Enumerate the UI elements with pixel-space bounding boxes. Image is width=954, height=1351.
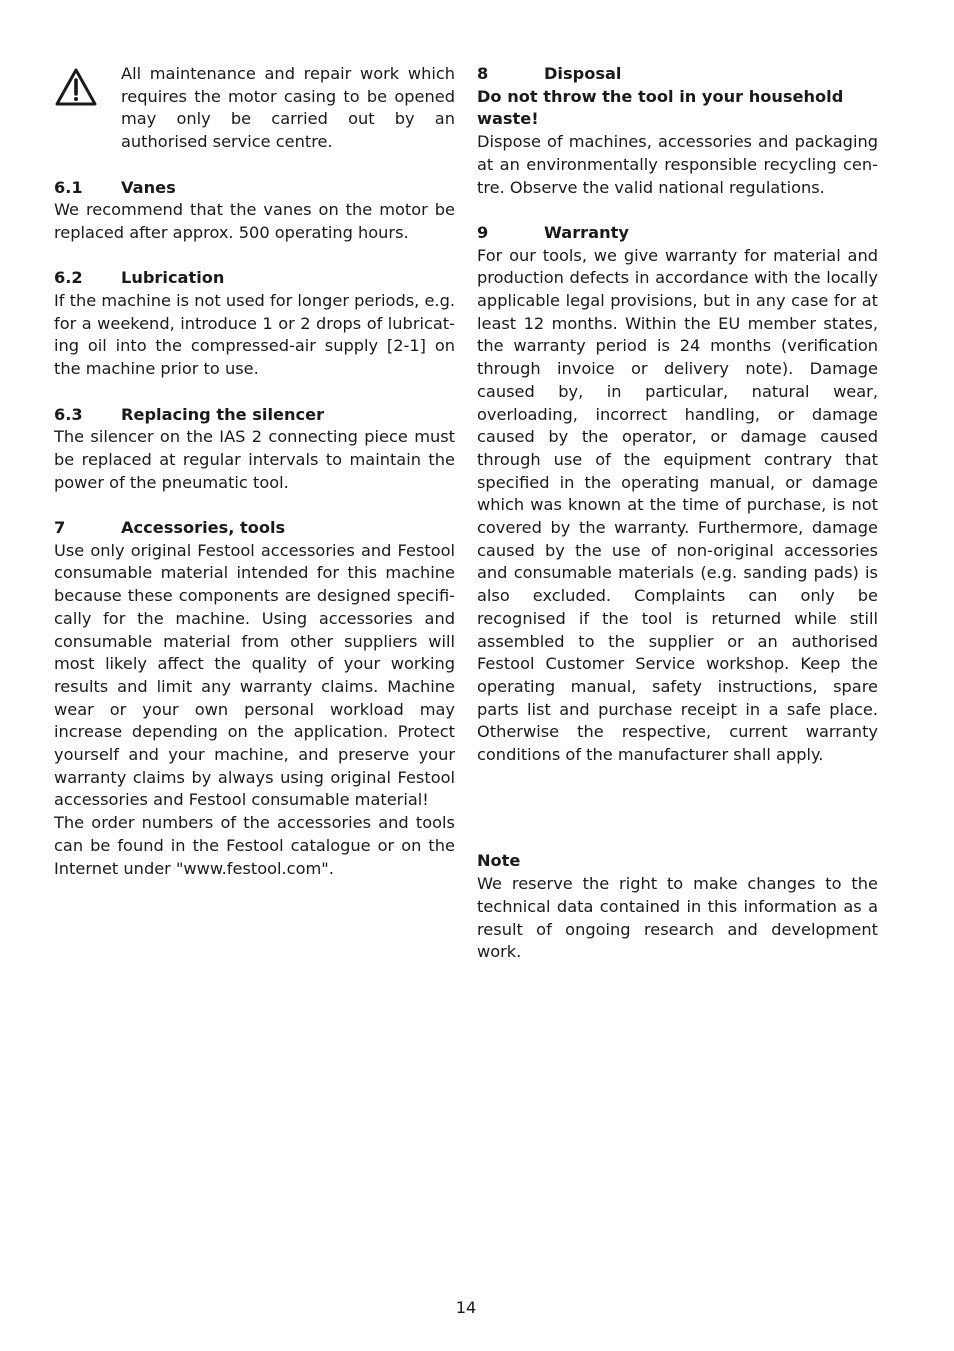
section-title: Vanes — [121, 177, 176, 197]
section-heading — [54, 177, 455, 200]
section-number: 6.3 — [54, 404, 83, 424]
section-9 — [477, 222, 878, 767]
section-heading — [54, 267, 455, 290]
section-body: For our tools, we give warranty for material and production defects in accordance with the locally applicable legal provisions, but in any case for at least 12 months. Within the EU member states, the warranty period is 24 months (verification through invoice or delivery note). Damage caused by, in particular, natural wear, overloading, incorrect handling, or damage caused by the operator, or damage caused through use of the equipment contrary that specified in the operating manual, or damage which was known at the time of purchase, is not covered by the warranty. Furthermore, damage caused by the use of non-original accessories and consumable materials (e.g. sanding pads) is also excluded. Complaints can only be recognised if the tool is returned while still assembled to the supplier or an authorised Festool Customer Service workshop. Keep the operating manual, safety instructions, spare parts list and purchase receipt in a safe place. Otherwise the respective, current warranty conditions of the manufacturer shall apply. — [477, 245, 878, 765]
left-column — [54, 63, 455, 903]
note-body: We reserve the right to make changes to the technical data contained in this information as a result of ongoing research and development work. — [477, 874, 878, 962]
section-title: Warranty — [544, 222, 629, 242]
section-heading — [54, 404, 455, 427]
note-section — [477, 850, 878, 964]
section-body: Use only original Festool accessories and Festool consumable material intended for this machine because these components are designed specifically for the machine. Using accessories and consumable material from other suppliers will most likely affect the quality of your working results and limit any warranty claims. Machine wear or your own personal workload may increase depending on the application. Protect yourself and your machine, and preserve your warranty claims by always using original Festool accessories and Festool consumable material! — [54, 540, 455, 810]
section-body: If the machine is not used for longer periods, e.g. for a weekend, introduce 1 or 2 drops of lubricating oil into the compressed-air supply [2-1] on the machine prior to use. — [54, 291, 455, 379]
disposal-warning: Do not throw the tool in your household waste! — [477, 86, 844, 129]
section-6-3 — [54, 404, 455, 495]
section-7 — [54, 517, 455, 880]
section-number: 9 — [477, 222, 489, 242]
section-number: 6.2 — [54, 268, 83, 288]
section-number: 6.1 — [54, 177, 83, 197]
section-title: Disposal — [544, 64, 622, 83]
page-number: 14 — [455, 1298, 477, 1317]
section-number: 7 — [54, 518, 66, 537]
section-body: Dispose of machines, accessories and packaging at an environmentally responsible recycling centre. Observe the valid national regulations. — [477, 132, 878, 197]
section-6-1 — [54, 177, 455, 245]
section-number: 8 — [477, 64, 489, 83]
section-title: Accessories, tools — [121, 518, 286, 537]
warning-triangle-icon — [54, 63, 121, 114]
section-body: The order numbers of the accessories and tools can be found in the Festool catalogue or on the Internet under "www.festool.com". — [54, 813, 455, 878]
warning-notice — [54, 63, 455, 154]
section-heading — [54, 517, 455, 540]
section-title: Lubrication — [121, 268, 225, 288]
section-heading — [477, 63, 878, 86]
section-heading — [477, 222, 878, 245]
note-heading: Note — [477, 851, 521, 871]
section-body: We recommend that the vanes on the motor be replaced after approx. 500 operating hours. — [54, 200, 455, 242]
right-column — [477, 63, 878, 987]
warning-text: All maintenance and repair work which requires the motor casing to be opened may only be carried out by an authorised service centre. — [121, 64, 455, 152]
section-8 — [477, 63, 878, 199]
section-body: The silencer on the IAS 2 connecting piece must be replaced at regular intervals to maintain the power of the pneumatic tool. — [54, 427, 455, 492]
section-6-2 — [54, 267, 455, 381]
section-title: Replacing the silencer — [121, 404, 325, 424]
